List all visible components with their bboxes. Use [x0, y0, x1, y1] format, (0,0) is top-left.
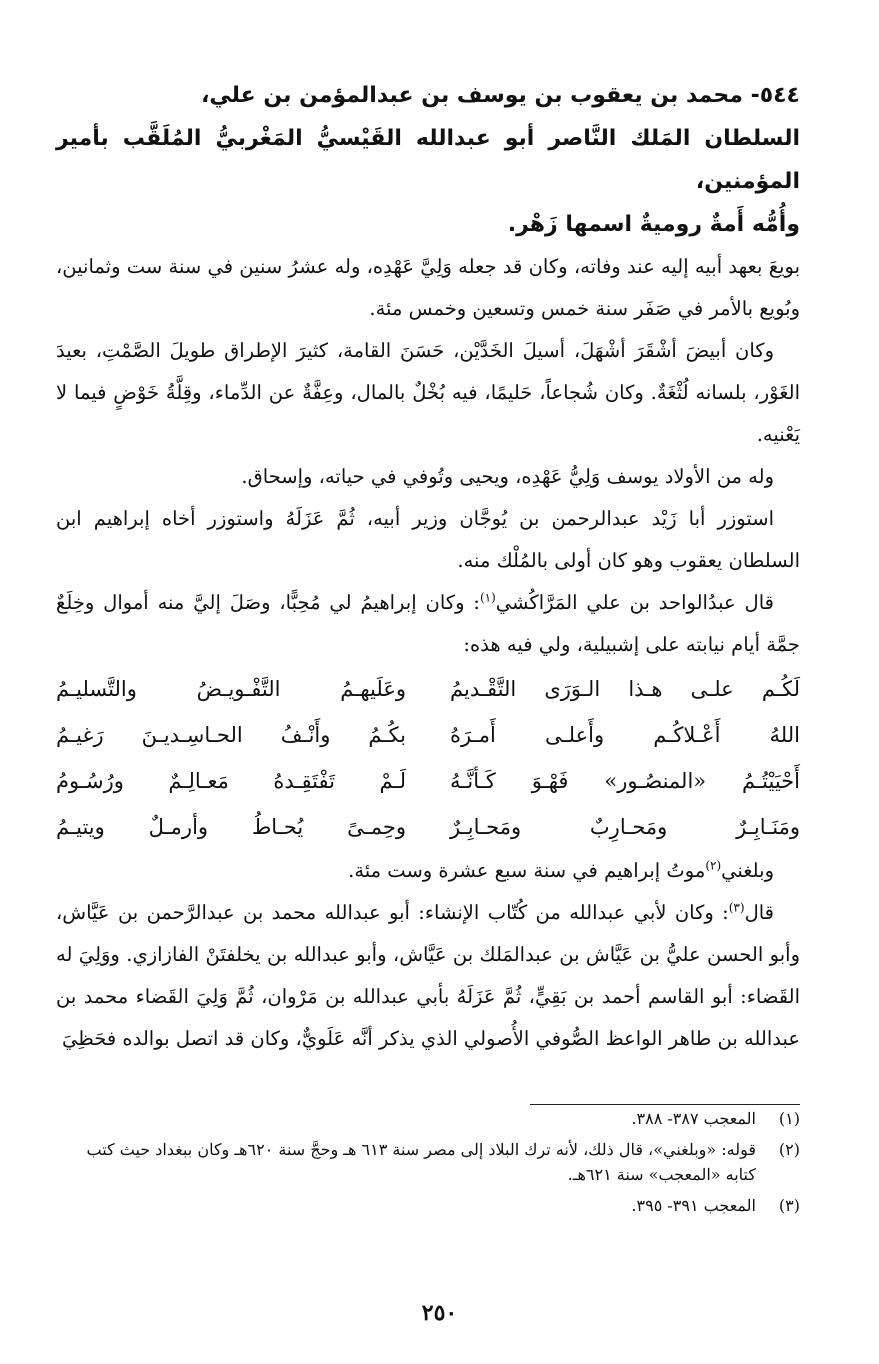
final-paragraph — [56, 892, 800, 1060]
verse-line — [56, 666, 800, 712]
closing-line — [56, 850, 800, 892]
closing-text: وبلغني — [721, 859, 774, 882]
footnote-text: قوله: «وبلغني»، قال ذلك، لأنه ترك البلاد إلى مصر سنة ٦١٣ هـ وحجَّ سنة ٦٢٠هـ وكان ببغداد حيث كتب كتابه «المعجب» سنة ٦٢١هـ. — [86, 1140, 756, 1184]
footnote-marker: (١) — [479, 590, 496, 605]
final-text: : وكان لأبي عبدالله من كُتّاب الإنشاء: أبو عبدالله محمد بن عبدالرَّحمن بن عَيَّاش، وأبو الحسن عليُّ بن عَيَّاش بن عبدالمَلك بن عَيَّاش، وأبو عبدالله بن يخلفتَنْ الفازازي. ووَلِيَ له القَضاء: أبو القاسم أحمد بن بَقِيٍّ، ثُمَّ عَزَلَهُ بأبي عبدالله بن مَرْوان، ثُمَّ وَلِيَ القَضاء محمد بن عبدالله بن طاهر الواعظ الصُّوفي الأُصولي الذي يذكر أنَّه عَلَويٌّ، وكان قد اتصل بوالده فحَظِيَ — [56, 901, 800, 1050]
quote-intro-text: قال عبدُالواحد بن علي المَرَّاكُشي — [495, 591, 774, 614]
paragraph: استوزر أبا زَيْد عبدالرحمن بن يُوجَّان وزير أبيه، ثُمَّ عَزَلَهُ واستوزر أخاه إبراهيم ابن السلطان يعقوب وهو كان أولى بالمُلْك منه. — [56, 507, 800, 572]
footnote-number: (٣) — [778, 1196, 800, 1215]
final-text: قال — [744, 901, 774, 924]
footnote-text: المعجب ٣٩١- ٣٩٥. — [631, 1196, 756, 1215]
footnote — [72, 1137, 800, 1187]
verse-second-hemistich: بكُـمُ وأَنْـفُ الحـاسِـديـنَ رَغيـمُ — [56, 723, 406, 747]
heading-line: وأُمُّه أَمةٌ روميةٌ اسمها زَهْر. — [507, 212, 800, 237]
verse-line — [56, 804, 800, 850]
footnote-number: (٢) — [778, 1140, 800, 1159]
footnote — [72, 1193, 800, 1218]
verse-second-hemistich: وعَلَيهـمُ التَّفْـويـضُ والتَّسليـمُ — [56, 677, 406, 701]
paragraph: وكان أبيضَ أشْقَرَ أشْهَلَ، أسيلَ الخَدَّيْن، حَسَنَ القامة، كثيرَ الإطراق طويلَ الصَّمْتِ، بعيدَ الغَوْر، بلسانه لُثْغَةٌ. وكان شُجاعاً، حَليمًا، فيه بُخْلٌ بالمال، وعِفَّةٌ عن الدِّماء، وقِلَّةُ خَوْضٍ فيما لا يَعْنيه. — [56, 339, 800, 446]
heading-line: السلطان المَلك النَّاصر أبو عبدالله القَيْسيُّ المَغْربيُّ المُلَقَّب بأمير المؤمنين، — [56, 126, 800, 194]
verse-first-hemistich: أَحْيَيْتُـمُ «المنصُـور» فَهْـوَ كَـأنَّـهُ — [450, 769, 800, 793]
heading-line: ٥٤٤- محمد بن يعقوب بن يوسف بن عبدالمؤمن بن علي، — [201, 83, 800, 108]
page-number: ٢٥٠ — [421, 1300, 458, 1326]
quote-intro — [56, 582, 800, 666]
footnote-number: (١) — [778, 1109, 800, 1128]
quote-intro-text: : وكان إبراهيمُ لي مُحِبًّا، وصَلَ إليَّ منه أموال وخِلَعٌ جمَّة أيام نيابته على إشبيلية، ولي فيه هذه: — [56, 591, 800, 656]
paragraph: بويعَ بعهد أبيه إليه عند وفاته، وكان قد جعله وَلِيَّ عَهْدِه، وله عشرُ سنين في سنة ست وثمانين، وبُويع بالأمر في صَفَر سنة خمس وتسعين وخمس مئة. — [56, 255, 800, 320]
entry-heading — [56, 74, 800, 246]
verse-line — [56, 712, 800, 758]
verse-second-hemistich: وحِمـىً يُحـاطُ وأرمـلٌ ويتيـمُ — [56, 815, 406, 839]
footnote-text: المعجب ٣٨٧- ٣٨٨. — [631, 1109, 756, 1128]
paragraph: وله من الأولاد يوسف وَلِيُّ عَهْدِه، ويحيى وتُوفي في حياته، وإسحاق. — [241, 465, 774, 488]
footnote — [72, 1106, 800, 1131]
closing-text: موتُ إبراهيم في سنة سبع عشرة وست مئة. — [348, 859, 706, 882]
footnotes — [72, 1106, 800, 1224]
verse-second-hemistich: لَـمْ تَفْتَقِـدهُ مَعـالِـمٌ ورُسُـومُ — [56, 769, 406, 793]
verse-line — [56, 758, 800, 804]
verse-first-hemistich: اللهُ أَعْـلاكُـم وأَعلـى أَمـرَهُ — [450, 723, 800, 747]
verse-first-hemistich: ومَنَـابِـرٌ ومَحـارِبٌ ومَحـابِـرٌ — [450, 815, 800, 839]
footnote-divider — [530, 1104, 800, 1105]
verse-first-hemistich: لَكُـم علـى هـذا الـوَرَى التَّقْـديمُ — [450, 677, 800, 701]
poem — [56, 666, 800, 850]
footnote-marker: (٢) — [705, 858, 722, 873]
footnote-marker: (٣) — [728, 900, 745, 915]
page-body — [56, 74, 800, 1060]
